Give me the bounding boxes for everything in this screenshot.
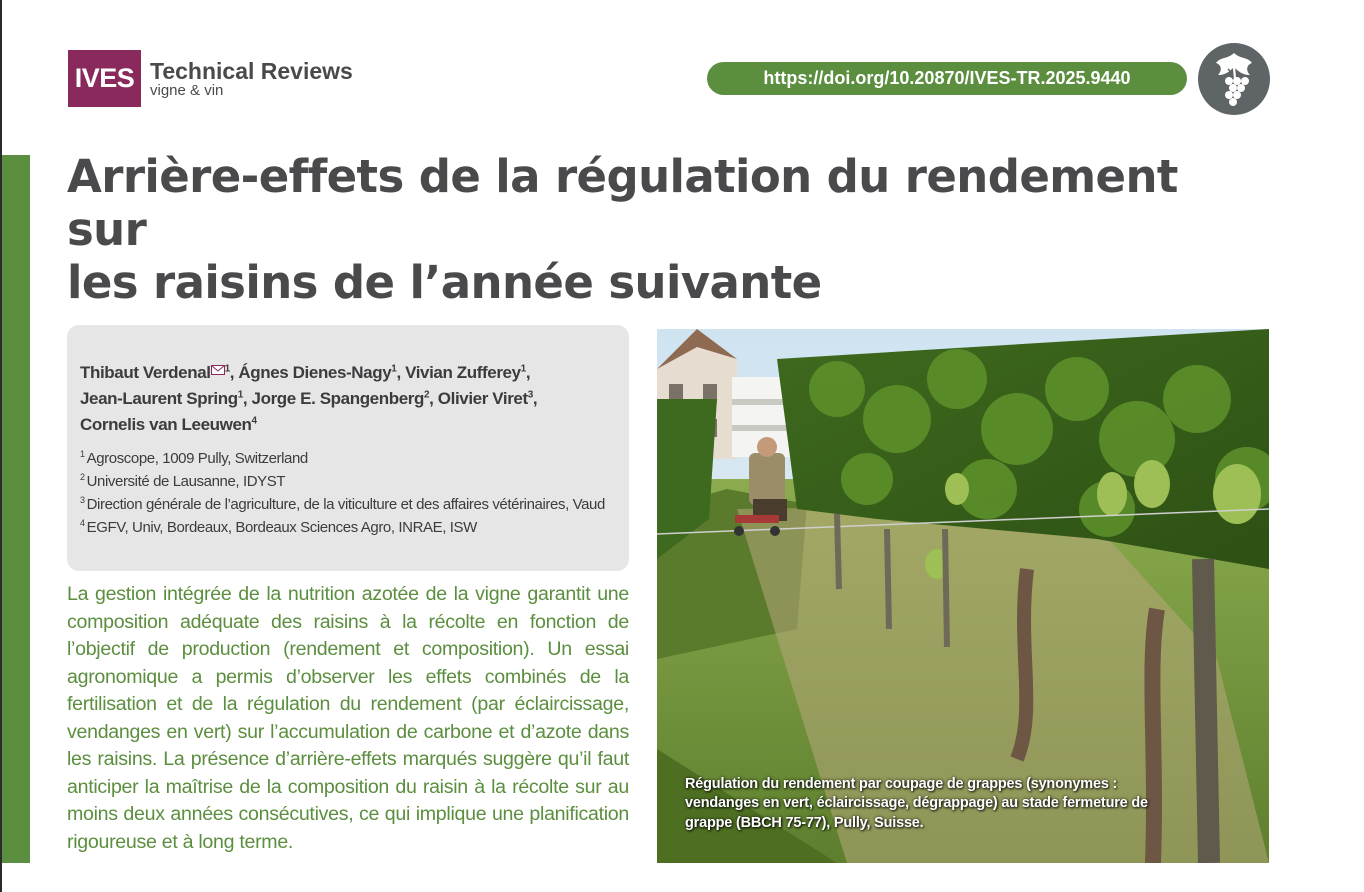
affiliation-text: Université de Lausanne, IDYST: [86, 473, 286, 490]
affiliation-text: Direction générale de l’agriculture, de la viticulture et des affaires vétérinaires, Vaud: [86, 496, 605, 513]
affiliation-num: 4: [80, 518, 85, 528]
author-name: Thibaut Verdenal: [80, 363, 211, 382]
author-sup: 1: [391, 363, 397, 375]
grape-leaf-icon: [1198, 43, 1270, 115]
author-name: Vivian Zufferey: [405, 363, 521, 382]
side-accent-bar: [2, 155, 30, 863]
affiliation-num: 3: [80, 495, 85, 505]
author-sup: 2: [423, 389, 430, 401]
author-sup: 1: [224, 363, 230, 375]
author-name: Ágnes Dienes-Nagy: [238, 363, 392, 382]
logo-subtitle: vigne & vin: [150, 82, 224, 99]
affiliation-num: 1: [80, 449, 85, 459]
abstract: La gestion intégrée de la nutrition azotée de la vigne garantit une composition adéquate des raisins à la récolte en fonction de l’objectif de production (rendement et composition). Un essai agronomique a permis d’observer les effets combinés de la fertilisation et de la régulation du rendement (par éclaircissage, vendanges en vert) sur l’accumulation de carbone et d’azote dans les raisins. La présence d’arrière-effets marqués suggère qu’il faut anticiper la maîtrise de la composition du raisin à la récolte sur au moins deux années consécutives, ce qui implique une planification rigoureuse et à long terme.: [67, 583, 629, 853]
author-sup: 3: [527, 389, 533, 401]
logo-text: [150, 59, 353, 98]
affiliation-item: [80, 516, 619, 539]
author-name: Jorge E. Spangenberg: [251, 389, 424, 408]
vineyard-photo: [657, 329, 1269, 863]
affiliation-text: Agroscope, 1009 Pully, Switzerland: [86, 450, 308, 467]
author-sup: 1: [237, 389, 243, 401]
affiliation-item: [80, 470, 619, 493]
affiliation-text: EGFV, Univ, Bordeaux, Bordeaux Sciences Agro, INRAE, ISW: [86, 519, 477, 536]
authors-box: [67, 325, 629, 571]
photo-caption: Régulation du rendement par coupage de grappes (synonymes : vendanges en vert, éclaircissage, dégrappage) au stade fermeture de grappe (BBCH 75-77), Pully, Suisse.: [685, 775, 1148, 831]
doi-link[interactable]: https://doi.org/10.20870/IVES-TR.2025.9440: [707, 62, 1187, 95]
logo-title: Technical Reviews: [150, 58, 353, 84]
author-name: Jean-Laurent Spring: [80, 389, 238, 408]
article-title: [67, 150, 1267, 309]
affiliation-list: [80, 447, 619, 539]
author-sup: 1: [520, 363, 526, 375]
affiliation-item: [80, 447, 619, 470]
affiliation-num: 2: [80, 472, 85, 482]
envelope-icon[interactable]: [211, 357, 225, 383]
logo-mark: IVES: [68, 50, 141, 107]
affiliation-item: [80, 493, 619, 516]
title-line-2: les raisins de l’année suivante: [67, 256, 822, 309]
author-name: Olivier Viret: [437, 389, 528, 408]
author-name: Cornelis van Leeuwen: [80, 415, 252, 434]
author-sup: 4: [251, 415, 257, 427]
title-line-1: Arrière-effets de la régulation du rendement sur: [67, 150, 1178, 256]
author-list: Thibaut Verdenal $^1$, Ágnes Dienes-Nagy$^1$, Vivian Zufferey$^1$, Jean-Laurent Spring$^1$, Jorge E. Spangenberg$^2$, Olivier Viret$^3$, Cornelis van Leeuwen$^4$: [80, 357, 619, 438]
ives-logo: [68, 50, 353, 107]
